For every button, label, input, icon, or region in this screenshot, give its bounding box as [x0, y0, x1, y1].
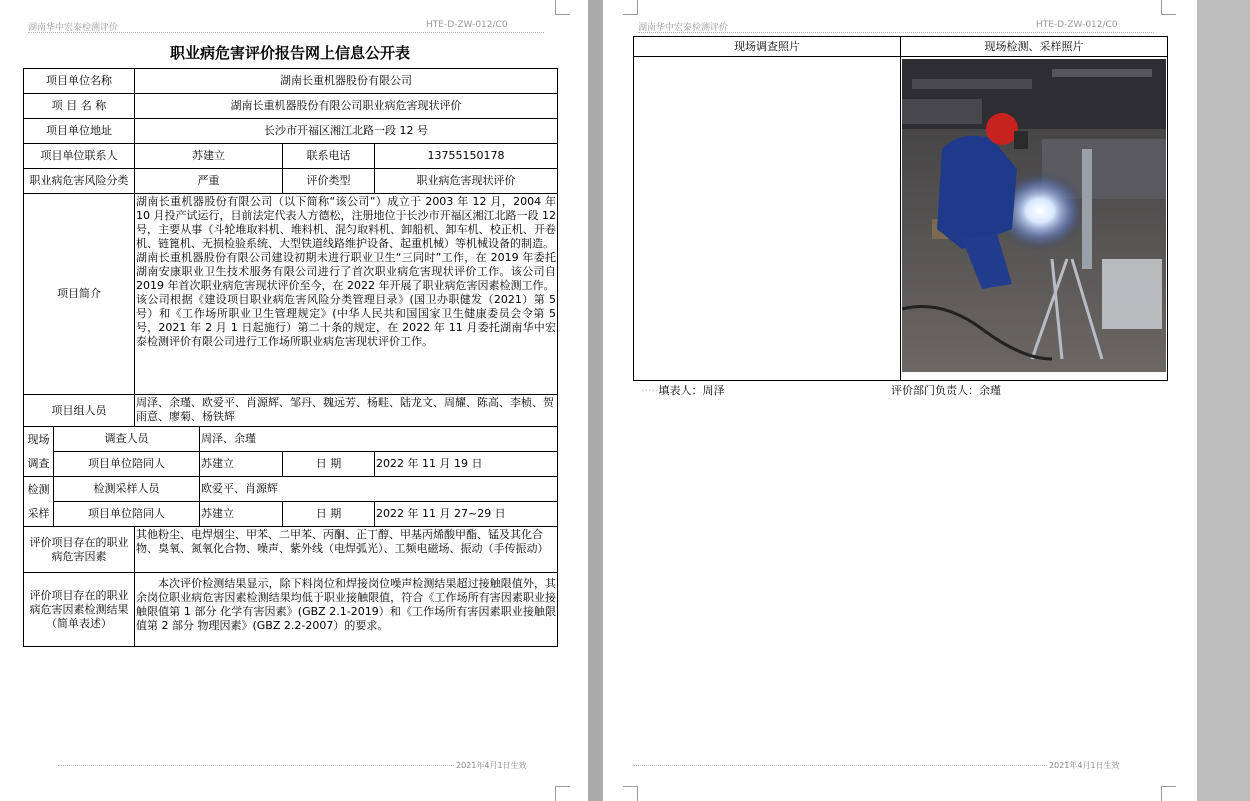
survey-date-label: 日 期 — [283, 452, 375, 477]
sampling-staff-label: 检测采样人员 — [54, 477, 200, 502]
unit-name-label: 项目单位名称 — [24, 69, 135, 94]
address-label: 项目单位地址 — [24, 119, 135, 144]
intro-paragraph: 湖南长重机器股份有限公司建设初期未进行职业卫生“三同时”工作，在 2019 年委托湖南安康职业卫生技术服务有限公司进行了首次职业病危害现状评价工作。该公司自 2019 年首次职业病危害现状评价至今，在 2022 年开展了职业病危害因素检测工作。 — [136, 251, 556, 292]
photo-welding-mask — [1014, 131, 1028, 149]
phone-label: 联系电话 — [283, 144, 375, 169]
project-name-label: 项 目 名 称 — [24, 94, 135, 119]
header-right-text: HTE-D-ZW-012/C0 — [426, 20, 508, 30]
sampling-escort-label: 项目单位陪同人 — [54, 502, 200, 527]
photo-equipment-column — [1082, 149, 1092, 269]
photo-sampling-device — [1102, 259, 1162, 329]
hazards-value[interactable]: 其他粉尘、电焊烟尘、甲苯、二甲苯、丙酮、正丁醇、甲基丙烯酸甲酯、锰及其化合物、臭氧、氮氧化合物、噪声、紫外线（电焊弧光）、工频电磁场、振动（手传振动） — [135, 527, 558, 573]
photo-worker-helmet — [986, 113, 1018, 145]
header-right-text: HTE-D-ZW-012/C0 — [1036, 20, 1118, 30]
document-title: 职业病危害评价报告网上信息公开表 — [169, 44, 410, 62]
footer-text: 2021年4月1日生效 — [456, 761, 527, 770]
risk-value[interactable]: 严重 — [135, 169, 283, 194]
sampling-photo-cell[interactable] — [901, 57, 1168, 381]
eval-type-value[interactable]: 职业病危害现状评价 — [375, 169, 558, 194]
info-table — [23, 68, 558, 647]
contact-value[interactable]: 苏建立 — [135, 144, 283, 169]
phone-value[interactable]: 13755150178 — [375, 144, 558, 169]
risk-label: 职业病危害风险分类 — [24, 169, 135, 194]
sampling-escort-value[interactable]: 苏建立 — [200, 502, 283, 527]
results-label: 评价项目存在的职业病危害因素检测结果（简单表述） — [24, 573, 135, 647]
sampling-group-label-line: 采样 — [27, 506, 50, 520]
footer-rule — [58, 765, 454, 766]
sampling-group-label-line: 检测 — [27, 482, 50, 496]
sampling-date-value[interactable]: 2022 年 11 月 27~29 日 — [375, 502, 558, 527]
margin-corner-mark — [623, 0, 638, 15]
intro-paragraph: 该公司根据《建设项目职业病危害风险分类管理目录》(国卫办职健发（2021）第 5 号）和《工作场所职业卫生管理规定》(中华人民共和国国家卫生健康委员会令第 5 号，2021 年 2 月 1 日起施行）第二十条的规定，在 2022 年 11 月委托湖南华中宏泰检测评价有限公司进行工作场所职业病危害现状评价工作。 — [136, 293, 556, 348]
filler-label: 填表人：周泽 — [658, 384, 725, 397]
team-value[interactable]: 周泽、余瑾、欧爱平、肖源辉、邹丹、魏远芳、杨畦、陆龙文、周耀、陈高、李桢、贺雨意、廖菊、杨铁辉 — [135, 395, 558, 427]
sampling-group-label — [24, 477, 54, 527]
photo-steel-beam — [1052, 69, 1152, 77]
sampling-photo-header: 现场检测、采样照片 — [901, 37, 1168, 57]
intro-label: 项目简介 — [24, 194, 135, 395]
footer-rule — [633, 765, 1047, 766]
contact-label: 项目单位联系人 — [24, 144, 135, 169]
sampling-date-label: 日 期 — [283, 502, 375, 527]
margin-corner-mark — [1161, 0, 1176, 15]
document-page-2 — [603, 0, 1197, 801]
survey-escort-label: 项目单位陪同人 — [54, 452, 200, 477]
footer-text: 2021年4月1日生效 — [1049, 761, 1120, 770]
photo-steel-beam — [902, 99, 982, 124]
reviewer-signature: 评价部门负责人：余瑾 — [891, 384, 1001, 397]
document-page-1 — [0, 0, 588, 801]
filler-signature: ·····填表人：周泽 — [641, 384, 725, 397]
intro-paragraph: 湖南长重机器股份有限公司（以下简称“该公司”）成立于 2003 年 12 月，2004 年 10 月投产试运行，目前法定代表人方德松，注册地位于长沙市开福区湘江北路一段 12 号，主要从事（斗轮堆取料机、堆料机、混匀取料机、卸船机、卸车机、校正机、开卷机、链篦机、无损检验系统、大型铁道线路维护设备、起重机械）等机械设备的制造。 — [136, 195, 556, 250]
sampling-staff-value[interactable]: 欧爱平、肖源辉 — [200, 477, 558, 502]
team-label: 项目组人员 — [24, 395, 135, 427]
photo-table — [633, 36, 1168, 381]
unit-name-value[interactable]: 湖南长重机器股份有限公司 — [135, 69, 558, 94]
survey-photo-cell[interactable] — [634, 57, 901, 381]
margin-corner-mark — [623, 786, 638, 801]
survey-date-value[interactable]: 2022 年 11 月 19 日 — [375, 452, 558, 477]
survey-staff-value[interactable]: 周泽、余瑾 — [200, 427, 558, 452]
header-rule — [638, 32, 1154, 33]
header-left-text: 湖南华中宏泰检测评价 — [28, 23, 119, 33]
welding-worker-photo — [902, 59, 1166, 372]
eval-type-label: 评价类型 — [283, 169, 375, 194]
header-left-text: 湖南华中宏泰检测评价 — [638, 23, 729, 33]
intro-value[interactable] — [135, 194, 558, 395]
results-paragraph: 本次评价检测结果显示，除下料岗位和焊接岗位噪声检测结果超过接触限值外，其余岗位职业病危害因素检测结果均低于职业接触限值，符合《工作场所有害因素职业接触限值第 1 部分 化学有害因素》(GBZ 2.1-2019）和《工作场所有害因素职业接触限值第 2 部分 物理因素》(GBZ 2.2-2007）的要求。 — [136, 577, 556, 632]
margin-corner-mark — [555, 0, 570, 15]
address-value[interactable]: 长沙市开福区湘江北路一段 12 号 — [135, 119, 558, 144]
results-value[interactable] — [135, 573, 558, 647]
margin-corner-mark — [555, 786, 570, 801]
survey-escort-value[interactable]: 苏建立 — [200, 452, 283, 477]
survey-staff-label: 调查人员 — [54, 427, 200, 452]
header-rule — [28, 32, 544, 33]
survey-photo-header: 现场调查照片 — [634, 37, 901, 57]
window-edge — [1197, 0, 1250, 801]
survey-group-label-line: 调查 — [27, 456, 50, 470]
photo-steel-beam — [912, 79, 1032, 89]
survey-group-label-line: 现场 — [27, 432, 50, 446]
survey-group-label — [24, 427, 54, 477]
hazards-label: 评价项目存在的职业病危害因素 — [24, 527, 135, 573]
project-name-value[interactable]: 湖南长重机器股份有限公司职业病危害现状评价 — [135, 94, 558, 119]
margin-corner-mark — [1161, 786, 1176, 801]
